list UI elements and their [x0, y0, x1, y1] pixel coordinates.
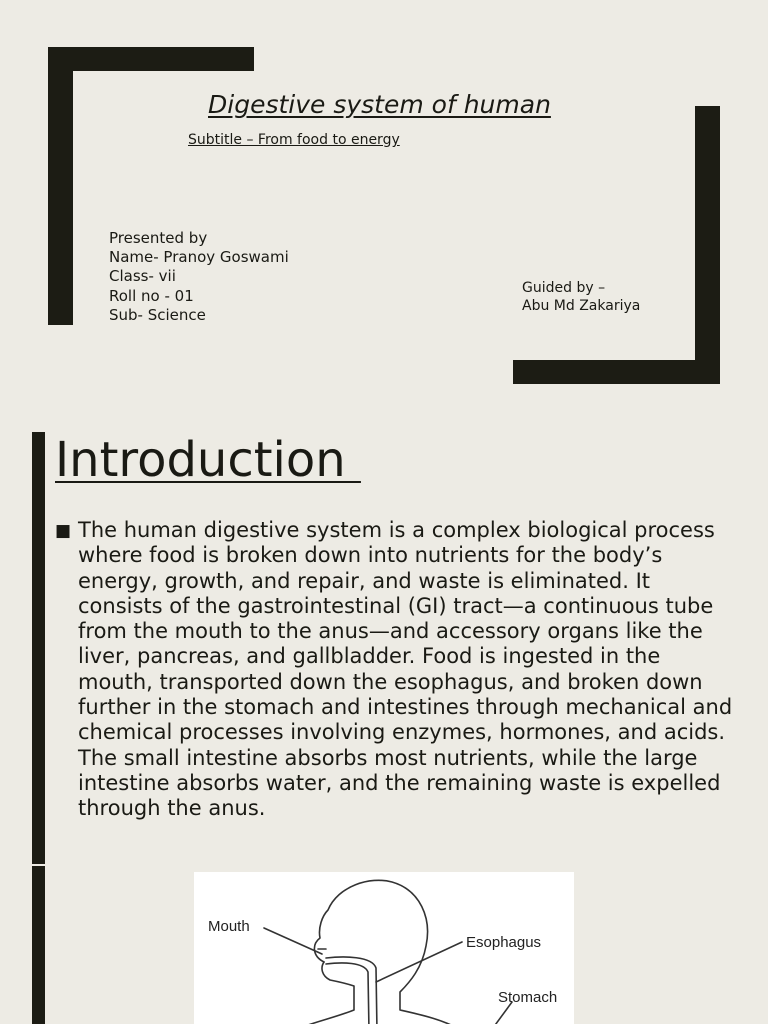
diagram-label-stomach: Stomach — [498, 989, 558, 1006]
guide-name: Abu Md Zakariya — [522, 297, 641, 314]
presenter-name: Name- Pranoy Goswami — [109, 248, 289, 267]
diagram-label-esophagus: Esophagus — [466, 934, 542, 951]
accent-bar — [32, 432, 45, 864]
title-slide — [0, 0, 768, 420]
corner-frame-top-left — [48, 47, 254, 71]
presenter-class: Class- vii — [109, 267, 176, 286]
introduction-slide — [0, 420, 768, 1024]
presenter-line: Presented by — [109, 229, 208, 247]
diagram-label-mouth: Mouth — [208, 918, 250, 935]
accent-bar-lower — [32, 866, 45, 1024]
corner-frame-bottom-right — [513, 360, 720, 384]
corner-frame-bottom-right-vertical — [695, 106, 720, 384]
slide-subtitle: Subtitle – From food to energy — [188, 132, 400, 148]
slide-title: Digestive system of human — [208, 90, 551, 119]
presenter-roll: Roll no - 01 — [109, 286, 194, 305]
presenter-subject: Sub- Science — [109, 305, 206, 324]
digestive-system-diagram — [194, 872, 574, 1024]
guide-line: Guided by – — [522, 280, 606, 296]
intro-paragraph: The human digestive system is a complex biological process where food is broken down into nutrients for the body’s energy, growth, and repair, and waste is eliminated. It consists of the gastrointestinal (GI) tract—a continuous tube from the mouth to the anus—and accessory organs like the liver, pancreas, and gallbladder. Food is ingested in the mouth, transported down the esophagus, and broken down further in the stomach and intestines through mechanical and chemical processes involving enzymes, hormones, and acids. The small intestine absorbs most nutrients, while the large intestine absorbs water, and the remaining waste is expelled through the anus. — [78, 518, 733, 821]
section-heading: Introduction — [55, 432, 361, 488]
guide-info — [522, 280, 640, 315]
presenter-info — [109, 229, 289, 325]
corner-frame-top-left-vertical — [48, 47, 73, 325]
square-bullet-icon: ■ — [55, 521, 72, 541]
